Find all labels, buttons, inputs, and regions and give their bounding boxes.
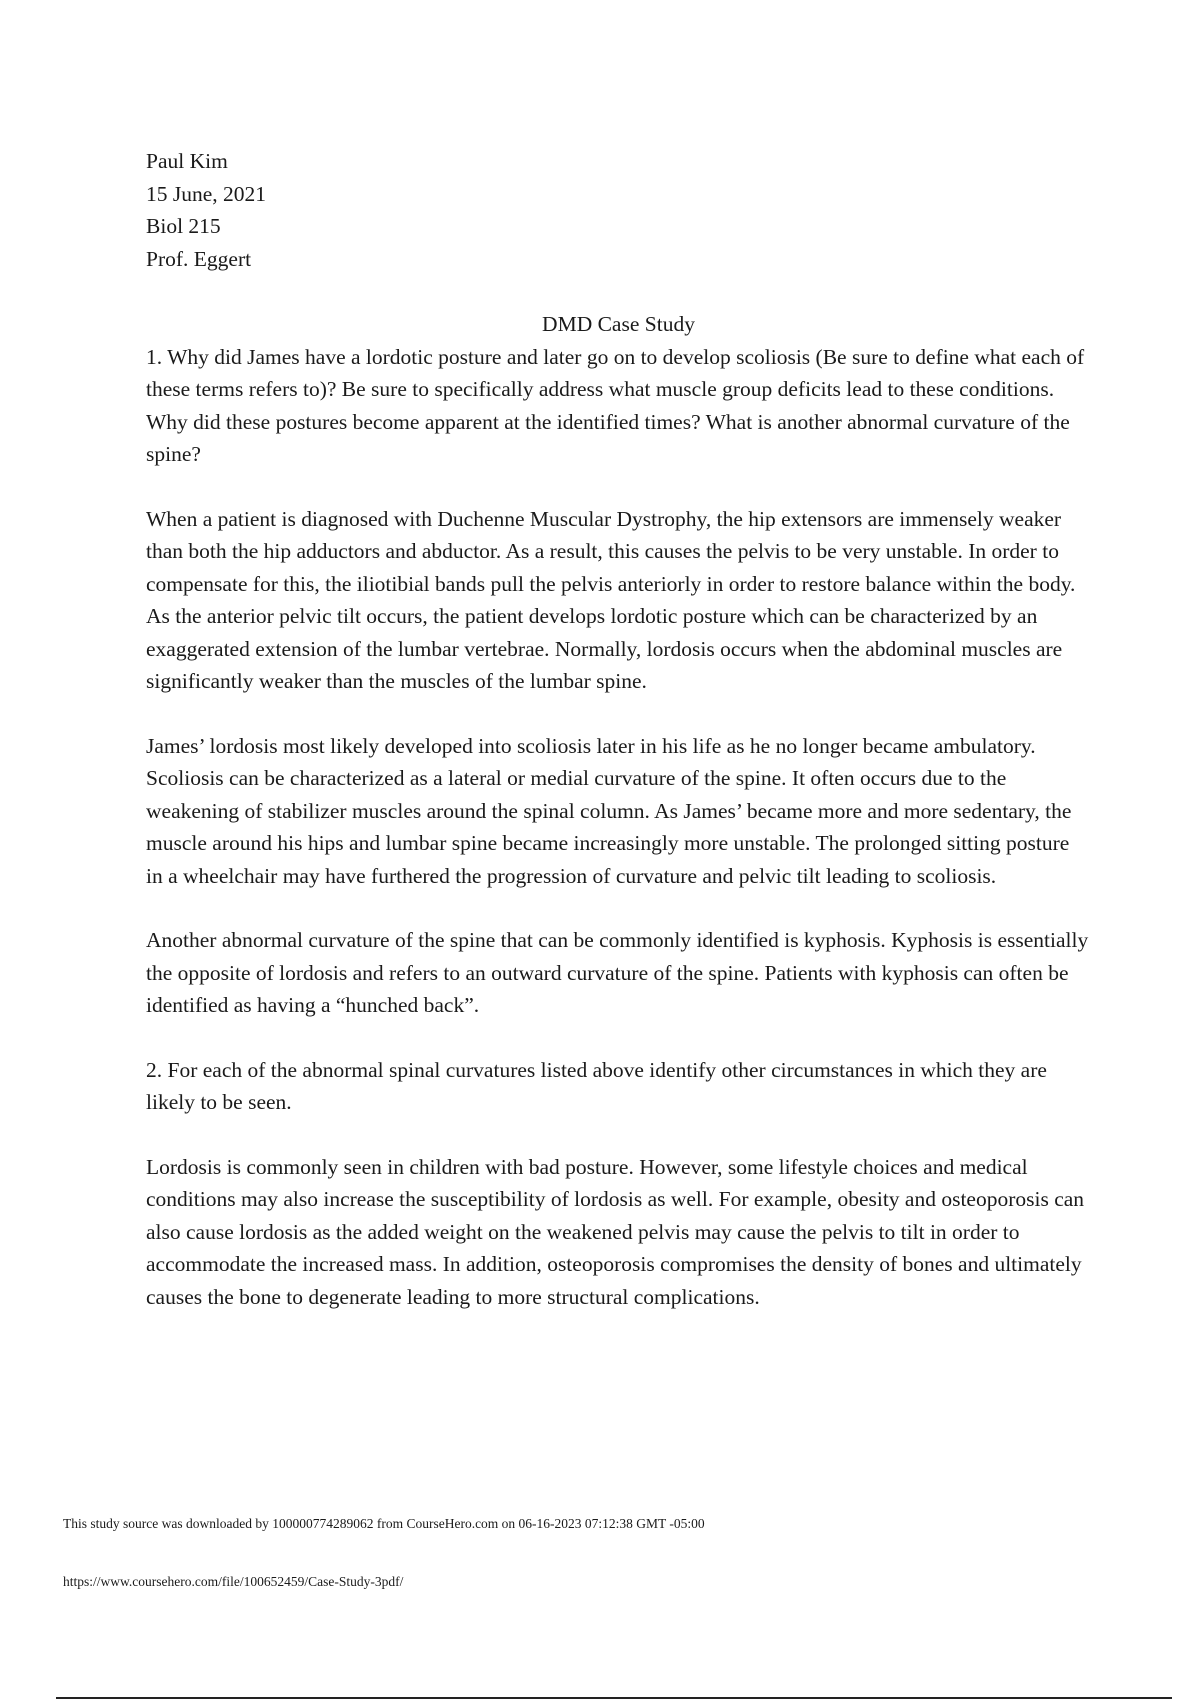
paragraph-spacer — [146, 471, 1091, 503]
document-title: DMD Case Study — [542, 312, 695, 336]
question-2: 2. For each of the abnormal spinal curvatures listed above identify other circumstances in which they are likely to be seen. — [146, 1057, 1047, 1114]
answer-1-paragraph-2: James’ lordosis most likely developed into scoliosis later in his life as he no longer became ambulatory. Scoliosis can be characterized as a lateral or medial curvature of the spine. It often occurs due to the weakening of stabilizer muscles around the spinal column. As James’ became more and more sedentary, the muscle around his hips and lumbar spine became increasingly more unstable. The prolonged sitting posture in a wheelchair may have furthered the progression of curvature and pelvic tilt leading to scoliosis. — [146, 733, 1072, 888]
paragraph-spacer — [146, 892, 1091, 924]
document-body — [146, 145, 1091, 1313]
question-1: 1. Why did James have a lordotic posture and later go on to develop scoliosis (Be sure to define what each of these terms refers to)? Be sure to specifically address what muscle group deficits lead to these conditions. Why did these postures become apparent at the identified times? What is another abnormal curvature of the spine? — [146, 344, 1085, 466]
answer-1-paragraph-1: When a patient is diagnosed with Duchenne Muscular Dystrophy, the hip extensors are immensely weaker than both the hip adductors and abductor. As a result, this causes the pelvis to be very unstable. In order to compensate for this, the iliotibial bands pull the pelvis anteriorly in order to restore balance within the body. As the anterior pelvic tilt occurs, the patient develops lordotic posture which can be characterized by an exaggerated extension of the lumbar vertebrae. Normally, lordosis occurs when the abdominal muscles are significantly weaker than the muscles of the lumbar spine. — [146, 506, 1076, 693]
source-url-link[interactable]: https://www.coursehero.com/file/100652459/Case-Study-3pdf/ — [63, 1574, 404, 1589]
professor-name: Prof. Eggert — [146, 246, 252, 271]
answer-1-paragraph-3: Another abnormal curvature of the spine that can be commonly identified is kyphosis. Kyphosis is essentially the opposite of lordosis and refers to an outward curvature of the spine. Patients with kyphosis can often be identified as having a “hunched back”. — [146, 928, 1089, 1017]
paragraph-spacer — [146, 1119, 1091, 1151]
submission-date: 15 June, 2021 — [146, 181, 267, 206]
course-name: Biol 215 — [146, 214, 221, 238]
download-source-note: This study source was downloaded by 100000774289062 from CourseHero.com on 06-16-2023 07:12:38 GMT -05:00 — [63, 1516, 705, 1531]
answer-2-paragraph-1: Lordosis is commonly seen in children with bad posture. However, some lifestyle choices and medical conditions may also increase the susceptibility of lordosis as well. For example, obesity and osteoporosis can also cause lordosis as the added weight on the weakened pelvis may cause the pelvis to tilt in order to accommodate the increased mass. In addition, osteoporosis compromises the density of bones and ultimately causes the bone to degenerate leading to more structural complications. — [146, 1154, 1085, 1309]
paragraph-spacer — [146, 1022, 1091, 1054]
paragraph-spacer — [146, 698, 1091, 730]
author-name: Paul Kim — [146, 149, 228, 173]
page-bottom-rule — [56, 1697, 1172, 1699]
